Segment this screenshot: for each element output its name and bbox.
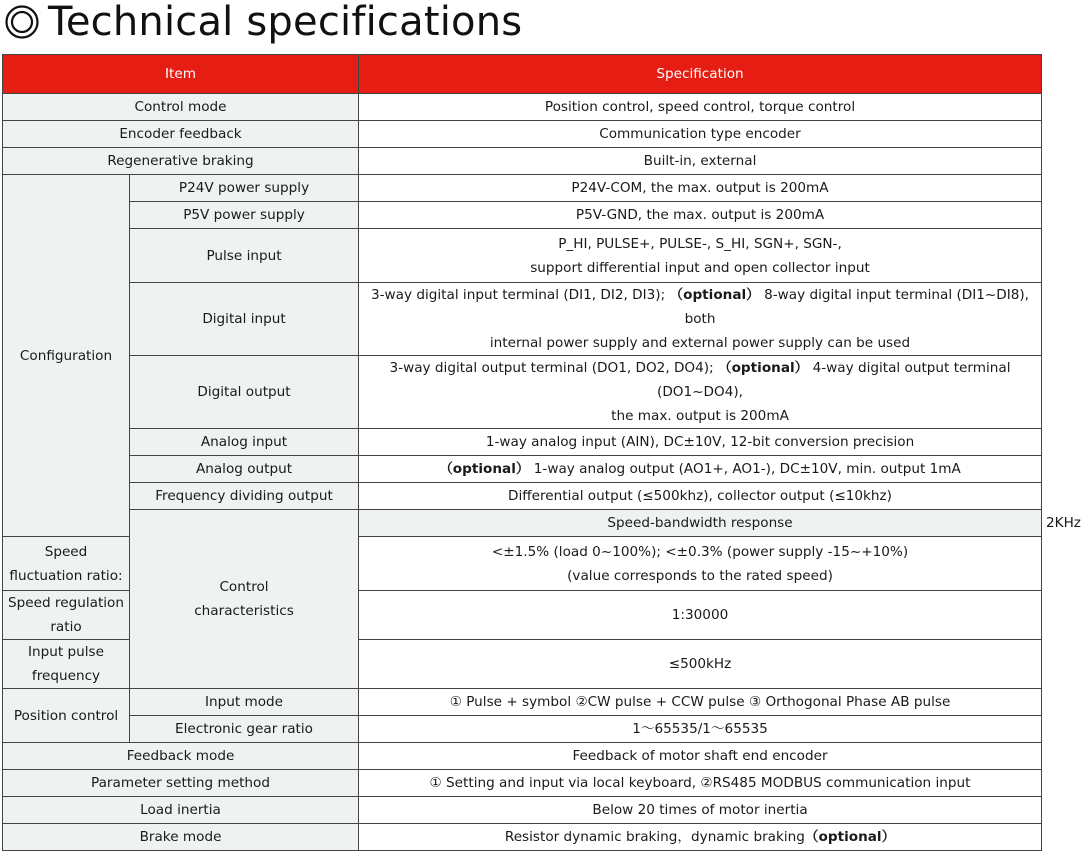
- value-text: 1-way analog output (AO1+, AO1-), DC±10V, min. output 1mA: [533, 461, 961, 477]
- value-text: 3-way digital input terminal (DI1, DI2, DI3);: [371, 287, 666, 303]
- row-label: Speed-bandwidth response: [359, 510, 1042, 537]
- optional-tag: （optional）: [718, 360, 809, 376]
- table-row: [3, 229, 1042, 283]
- value-line: (value corresponds to the rated speed): [567, 567, 833, 584]
- row-label: Speed regulation ratio: [3, 591, 130, 640]
- row-label: Analog input: [130, 429, 359, 456]
- table-row: [3, 824, 1042, 851]
- row-label: Electronic gear ratio: [130, 716, 359, 743]
- row-value: [359, 229, 1042, 283]
- table-row: [3, 202, 1042, 229]
- row-value: ① Pulse + symbol ②CW pulse + CCW pulse ③ Orthogonal Phase AB pulse: [359, 689, 1042, 716]
- page-title: [4, 0, 522, 48]
- row-label: Digital output: [130, 356, 359, 429]
- row-label: Parameter setting method: [3, 770, 359, 797]
- group-label-configuration: Configuration: [3, 175, 130, 537]
- row-value: Communication type encoder: [359, 121, 1042, 148]
- row-label: Control mode: [3, 94, 359, 121]
- group-label-line: Control: [219, 579, 269, 595]
- double-circle-icon: [4, 4, 40, 40]
- table-row: [3, 148, 1042, 175]
- header-item: Item: [3, 55, 359, 94]
- header-specification: Specification: [359, 55, 1042, 94]
- row-label: Encoder feedback: [3, 121, 359, 148]
- table-row: [3, 483, 1042, 510]
- row-value: 1:30000: [359, 591, 1042, 640]
- value-line: [363, 356, 1037, 404]
- table-row: [3, 283, 1042, 356]
- row-label: P24V power supply: [130, 175, 359, 202]
- table-row: Control characteristics Speed-bandwidth response 2KHz: [3, 510, 1042, 537]
- row-label: Load inertia: [3, 797, 359, 824]
- table-row: [3, 770, 1042, 797]
- row-label: Input pulse frequency: [3, 640, 130, 689]
- row-label: Digital input: [130, 283, 359, 356]
- value-line: internal power supply and external power supply can be used: [489, 335, 911, 351]
- row-value: Below 20 times of motor inertia: [359, 797, 1042, 824]
- row-value: [359, 456, 1042, 483]
- row-value: [359, 283, 1042, 356]
- row-label: Feedback mode: [3, 743, 359, 770]
- row-label: Pulse input: [130, 229, 359, 283]
- value-text: Resistor dynamic braking，dynamic braking: [504, 829, 805, 845]
- row-value: P24V-COM, the max. output is 200mA: [359, 175, 1042, 202]
- value-text: 3-way digital output terminal (DO1, DO2, DO4);: [389, 360, 714, 376]
- row-value: P5V-GND, the max. output is 200mA: [359, 202, 1042, 229]
- page-title-text: Technical specifications: [48, 0, 523, 45]
- group-label-control-characteristics: [130, 510, 359, 689]
- row-value: 1-way analog input (AIN), DC±10V, 12-bit conversion precision: [359, 429, 1042, 456]
- row-label: P5V power supply: [130, 202, 359, 229]
- group-label-line: characteristics: [194, 603, 294, 619]
- row-label: Input mode: [130, 689, 359, 716]
- value-line: the max. output is 200mA: [611, 408, 789, 424]
- table-row: [3, 94, 1042, 121]
- row-label: Brake mode: [3, 824, 359, 851]
- value-line: P_HI, PULSE+, PULSE-, S_HI, SGN+, SGN-,: [558, 235, 842, 252]
- table-row: [3, 175, 1042, 202]
- table-row: [3, 456, 1042, 483]
- header-row: [3, 55, 1042, 94]
- row-value: Feedback of motor shaft end encoder: [359, 743, 1042, 770]
- table-row: [3, 743, 1042, 770]
- group-label-position-control: Position control: [3, 689, 130, 743]
- row-value: Built-in, external: [359, 148, 1042, 175]
- row-value: Differential output (≤500khz), collector output (≤10khz): [359, 483, 1042, 510]
- spec-table: [2, 54, 1081, 851]
- table-row: [3, 797, 1042, 824]
- value-line: <±1.5% (load 0~100%); <±0.3% (power supply -15~+10%): [491, 543, 909, 560]
- row-label: Analog output: [130, 456, 359, 483]
- row-value: [359, 356, 1042, 429]
- value-text: 8-way digital input terminal (DI1~DI8), both: [684, 287, 1030, 327]
- table-row: [3, 716, 1042, 743]
- row-label: Frequency dividing output: [130, 483, 359, 510]
- value-text: 4-way digital output terminal (DO1~DO4),: [657, 360, 1011, 400]
- optional-tag: （optional）: [804, 829, 896, 845]
- row-value: ① Setting and input via local keyboard, ②RS485 MODBUS communication input: [359, 770, 1042, 797]
- table-row: [3, 356, 1042, 429]
- row-value: Position control, speed control, torque control: [359, 94, 1042, 121]
- row-value: [359, 537, 1042, 591]
- optional-tag: （optional）: [439, 461, 530, 477]
- row-value: ≤500kHz: [359, 640, 1042, 689]
- row-value: 1～65535/1～65535: [359, 716, 1042, 743]
- table-row: [3, 121, 1042, 148]
- row-label: Speed fluctuation ratio:: [3, 537, 130, 591]
- row-value: [359, 824, 1042, 851]
- value-line: [363, 283, 1037, 331]
- table-row: [3, 689, 1042, 716]
- row-label: Regenerative braking: [3, 148, 359, 175]
- table-row: [3, 429, 1042, 456]
- value-line: support differential input and open collector input: [530, 259, 870, 276]
- optional-tag: （optional）: [669, 287, 760, 303]
